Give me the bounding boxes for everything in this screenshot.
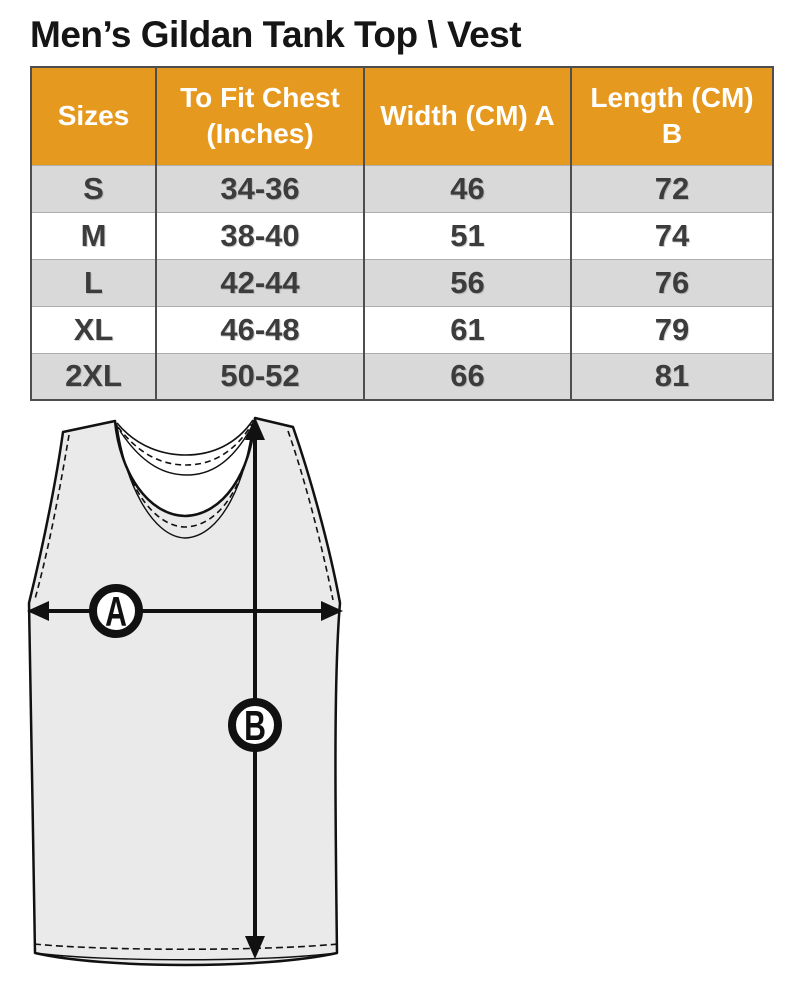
page-title: Men’s Gildan Tank Top \ Vest xyxy=(30,14,522,55)
col-header-label: B xyxy=(661,118,683,150)
table-header-row xyxy=(31,67,773,165)
vest-body-outline xyxy=(29,418,340,965)
table-row xyxy=(31,306,773,353)
length-cell: 79 xyxy=(571,306,773,353)
length-cell: 74 xyxy=(571,212,773,259)
label-b-badge xyxy=(232,702,278,749)
col-header-sizes xyxy=(31,67,156,165)
width-cell: 66 xyxy=(364,353,571,400)
chest-cell: 50-52 xyxy=(156,353,364,400)
label-a-text: A xyxy=(105,588,127,636)
width-cell: 46 xyxy=(364,165,571,212)
col-header-label: To Fit Chest xyxy=(180,82,340,114)
size-cell: L xyxy=(31,259,156,306)
width-cell: 51 xyxy=(364,212,571,259)
length-cell: 76 xyxy=(571,259,773,306)
col-header-label: Width (CM) A xyxy=(380,100,555,132)
length-cell: 81 xyxy=(571,353,773,400)
length-cell: 72 xyxy=(571,165,773,212)
chest-cell: 46-48 xyxy=(156,306,364,353)
width-cell: 61 xyxy=(364,306,571,353)
size-cell: 2XL xyxy=(31,353,156,400)
col-header-chest xyxy=(156,67,364,165)
table-row xyxy=(31,353,773,400)
col-header-length xyxy=(571,67,773,165)
col-header-label: Length (CM) xyxy=(590,82,754,114)
label-a-badge xyxy=(93,588,139,635)
chest-cell: 38-40 xyxy=(156,212,364,259)
table-row xyxy=(31,165,773,212)
vest-illustration xyxy=(25,412,345,984)
chest-cell: 42-44 xyxy=(156,259,364,306)
size-cell: S xyxy=(31,165,156,212)
table-row xyxy=(31,259,773,306)
table-row xyxy=(31,212,773,259)
width-cell: 56 xyxy=(364,259,571,306)
back-neckline-edge xyxy=(117,420,253,455)
back-neckline-inner xyxy=(120,428,251,475)
col-header-width xyxy=(364,67,571,165)
label-b-text: B xyxy=(244,702,266,750)
size-chart-table xyxy=(30,66,774,401)
col-header-label: (Inches) xyxy=(206,118,314,150)
chest-cell: 34-36 xyxy=(156,165,364,212)
back-neckline-stitch xyxy=(118,424,252,465)
col-header-label: Sizes xyxy=(57,100,130,132)
size-cell: XL xyxy=(31,306,156,353)
size-cell: M xyxy=(31,212,156,259)
vest-measurement-diagram xyxy=(25,412,345,984)
